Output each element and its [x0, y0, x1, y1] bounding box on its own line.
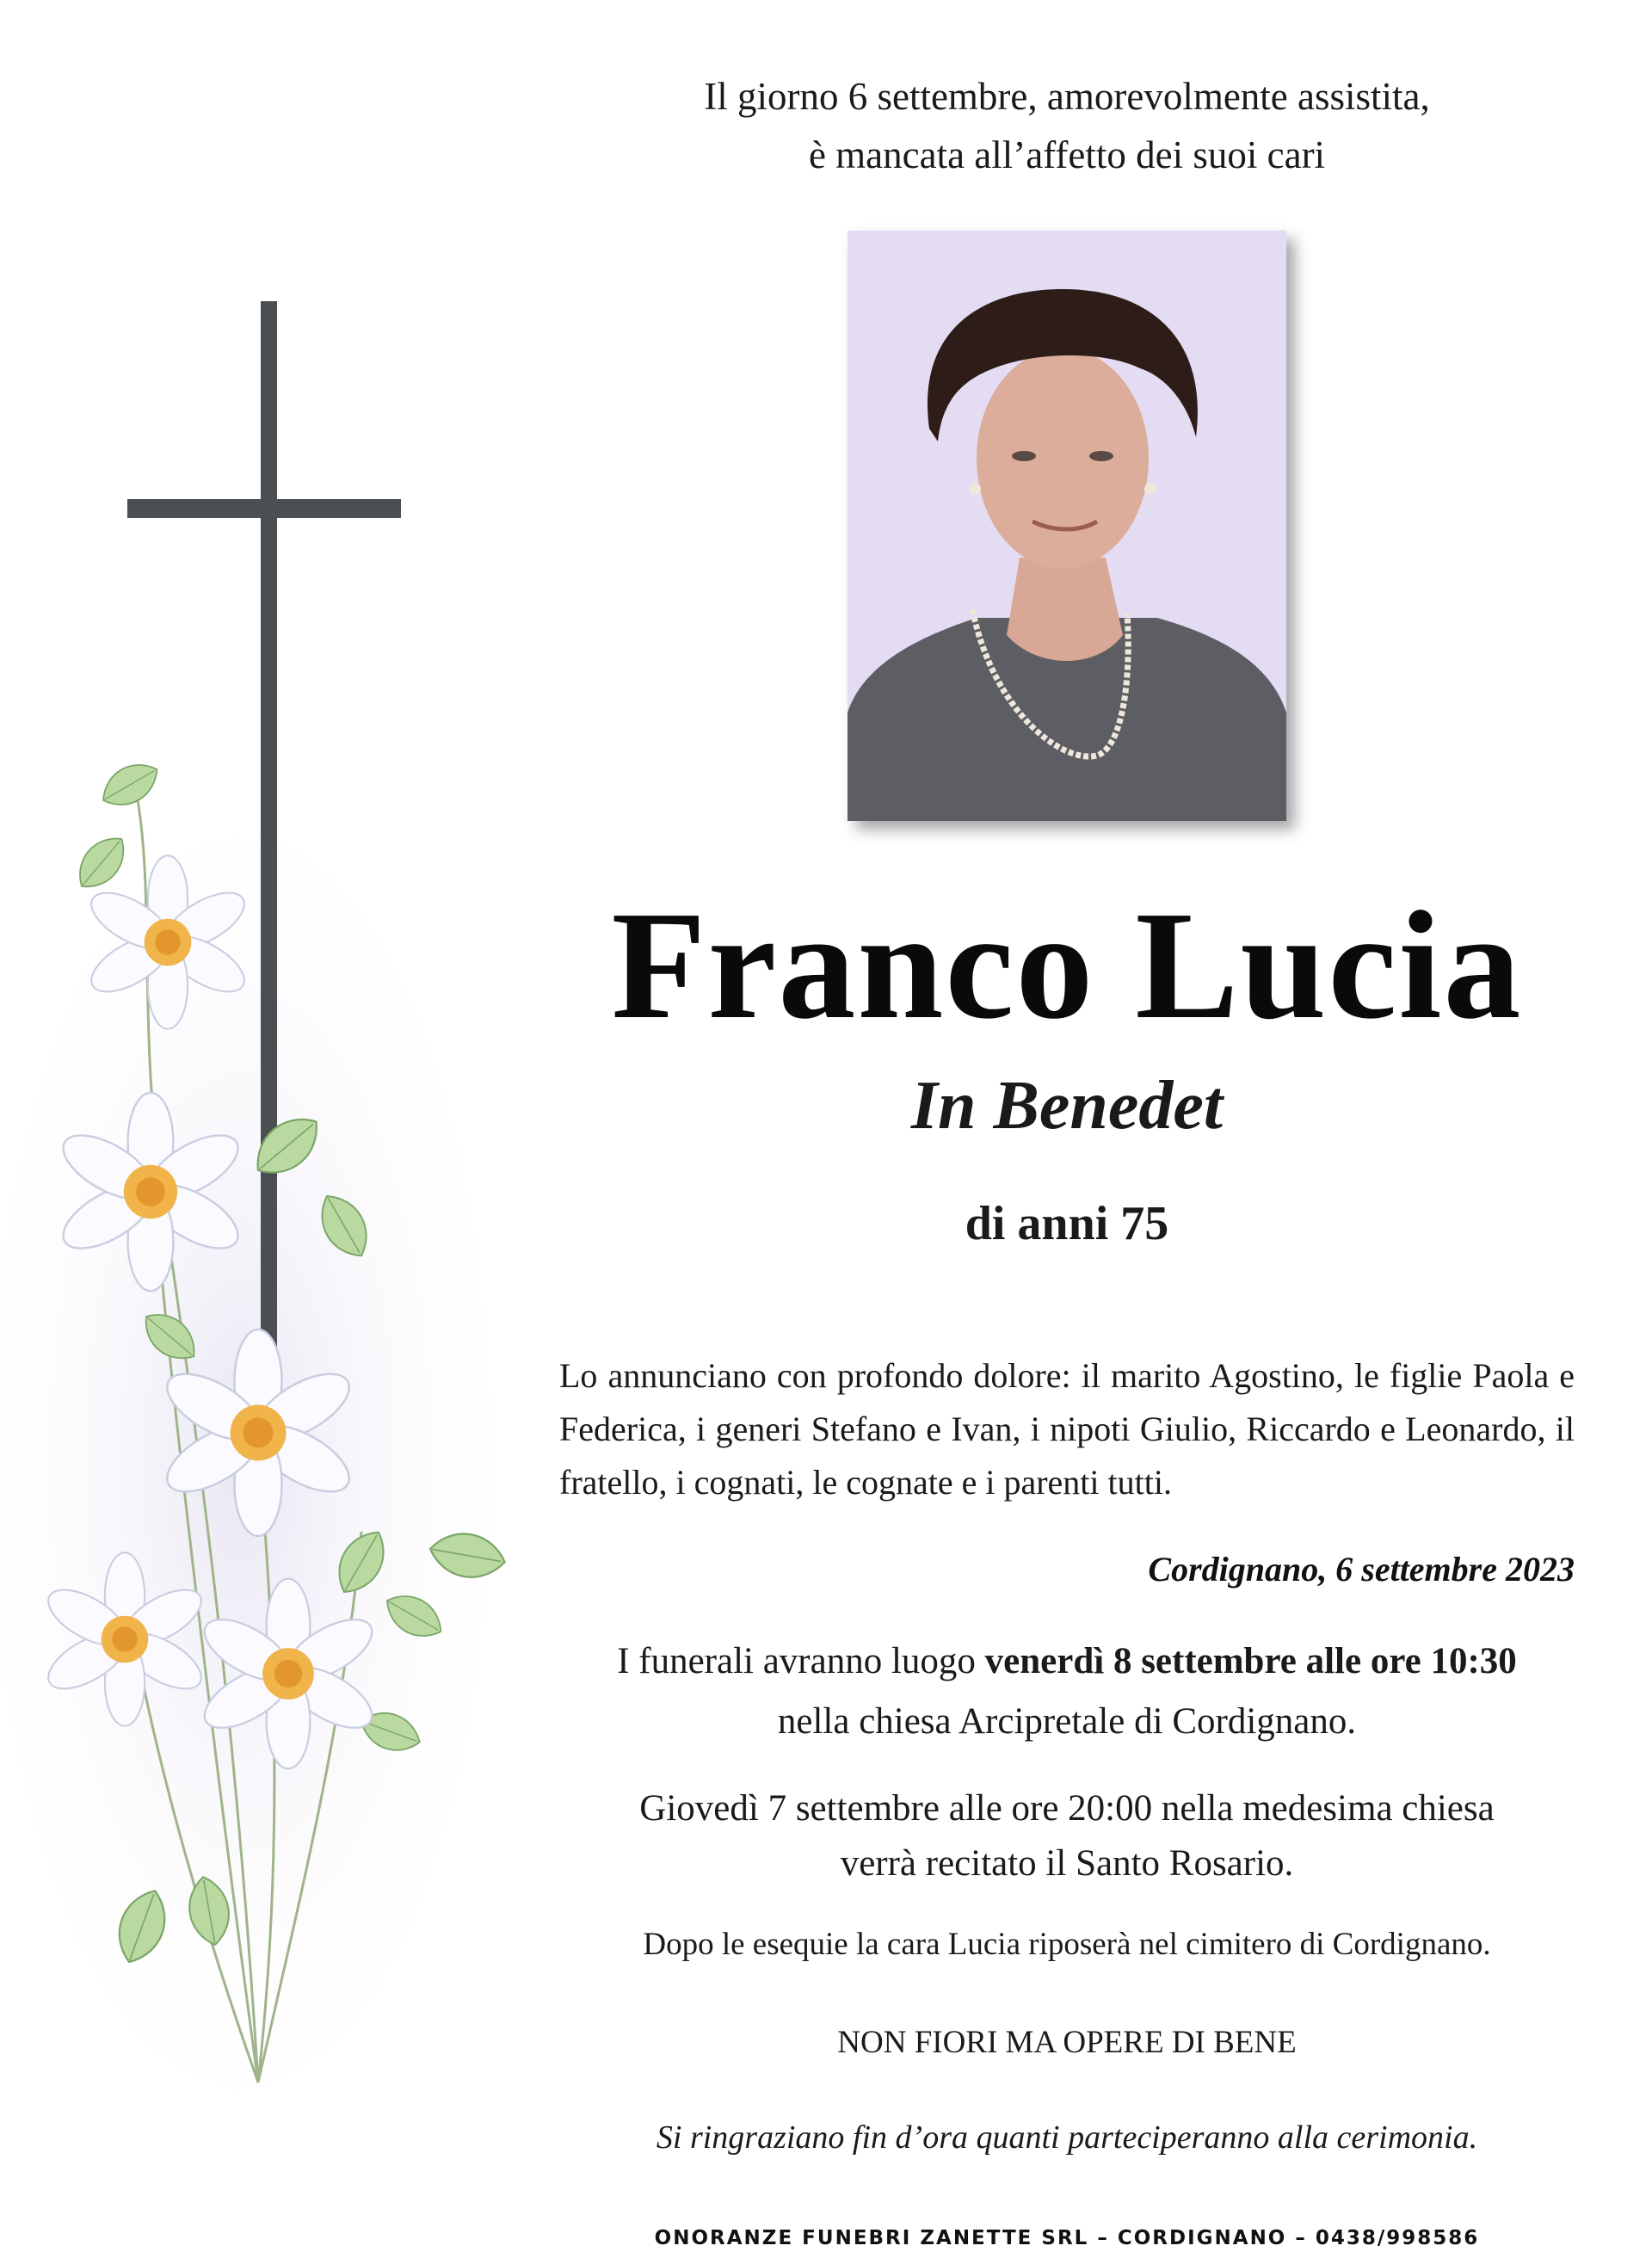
- intro-line-2: è mancata all’affetto dei suoi cari: [808, 133, 1326, 176]
- funeral-prefix: I funerali avranno luogo: [617, 1641, 985, 1681]
- intro-text: [551, 67, 1583, 184]
- deceased-name: Franco Lucia: [611, 879, 1523, 1051]
- funeral-line-1: [551, 1632, 1583, 1692]
- no-flowers-notice: NON FIORI MA OPERE DI BENE: [837, 2025, 1297, 2060]
- burial-info: Dopo le esequie la cara Lucia riposerà nel cimitero di Cordignano.: [643, 1927, 1491, 1962]
- portrait-image: [848, 231, 1286, 821]
- funeral-home-footer: ONORANZE FUNEBRI ZANETTE SRL – CORDIGNANO – 0438/998586: [654, 2227, 1480, 2249]
- rosary-line-2: verrà recitato il Santo Rosario.: [840, 1843, 1294, 1884]
- place-date: Cordignano, 6 settembre 2023: [1148, 1550, 1575, 1589]
- cross-and-flowers-decoration: [0, 0, 602, 2258]
- intro-line-1: Il giorno 6 settembre, amorevolmente assistita,: [704, 75, 1430, 118]
- thanks-text: Si ringraziano fin d’ora quanti parteciperanno alla cerimonia.: [656, 2119, 1478, 2156]
- deceased-age: di anni 75: [965, 1197, 1169, 1250]
- portrait-photo: [848, 231, 1286, 821]
- rosary-info: [551, 1781, 1583, 1891]
- funeral-datetime: venerdì 8 settembre alle ore 10:30: [984, 1641, 1517, 1681]
- announcement-text: Lo annunciano con profondo dolore: il marito Agostino, le figlie Paola e Federica, i generi Stefano e Ivan, i nipoti Giulio, Riccardo e Leonardo, il fratello, i cognati, le cognate e i parenti tutti.: [559, 1356, 1575, 1502]
- funeral-info: [551, 1632, 1583, 1752]
- married-name: In Benedet: [910, 1068, 1224, 1144]
- funeral-location: nella chiesa Arcipretale di Cordignano.: [777, 1701, 1357, 1742]
- rosary-line-1: Giovedì 7 settembre alle ore 20:00 nella medesima chiesa: [639, 1788, 1495, 1829]
